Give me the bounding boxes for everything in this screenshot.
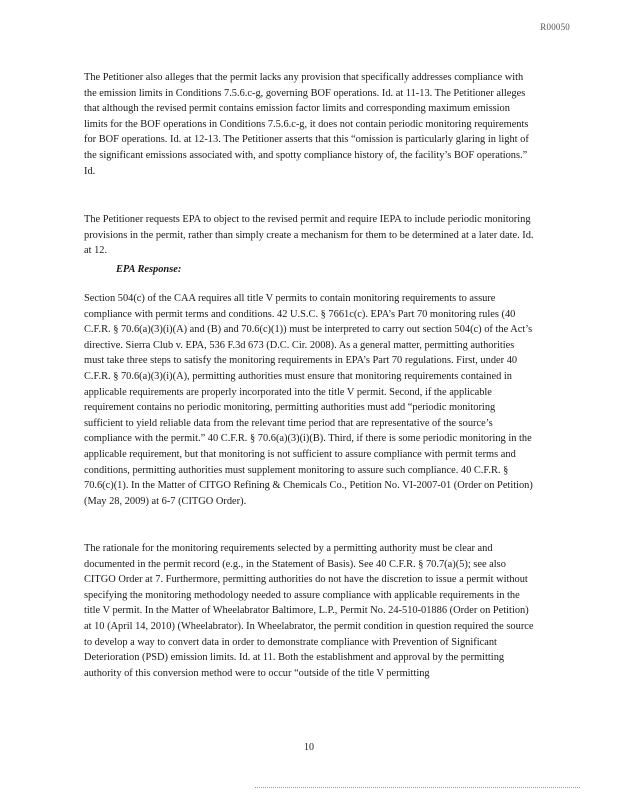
paragraph-petitioner-request [84,212,536,259]
paragraph-text: The Petitioner requests EPA to object to the revised permit and require IEPA to include periodic monitoring provisions in the permit, rather than simply create a mechanism for them to be determined at a later date. Id. at 12. [84,214,534,257]
paragraph-text: The Petitioner also alleges that the permit lacks any provision that specifically addresses compliance with the emission limits in Conditions 7.5.6.c-g, governing BOF operations. Id. at 11-13. The Petitioner alleges that although the revised permit contains emission factor limits and corresponding maximum emission limits for the BOF operations in Conditions 7.5.6.c-g, it does not contain periodic monitoring requirements for BOF operations. Id. at 12-13. The Petitioner asserts that this “omission is particularly glaring in light of the significant emissions associated with, and spotty compliance history of, the facility’s BOF operations.” Id. [84,72,529,177]
paragraph-text: The rationale for the monitoring requirements selected by a permitting authority must be clear and documented in the permit record (e.g., in the Statement of Basis). See 40 C.F.R. § 70.7(a)(5); see also CITGO Order at 7. Furthermore, permitting authorities do not have the discretion to issue a permit without specifying the monitoring methodology needed to assure compliance with applicable requirements in the title V permit. In the Matter of Wheelabrator Baltimore, L.P., Permit No. 24-510-01886 (Order on Petition) at 10 (April 14, 2010) (Wheelabrator). In Wheelabrator, the permit condition in question required the source to develop a way to convert data in order to demonstrate compliance with Prevention of Significant Deterioration (PSD) emission limits. Id. at 11. Both the establishment and approval by the permitting authority of this conversion method were to occur “outside of the title V permitting [84,543,534,679]
scan-artifact-line [255,787,580,788]
document-code: R00050 [540,22,570,32]
page-number: 10 [304,742,314,753]
section-heading: EPA Response: [116,264,182,275]
paragraph-rationale [84,541,536,681]
paragraph-text: Section 504(c) of the CAA requires all title V permits to contain monitoring requirements to assure compliance with permit terms and conditions. 42 U.S.C. § 7661c(c). EPA’s Part 70 monitoring rules (40 C.F.R. § 70.6(a)(3)(i)(A) and (B) and 70.6(c)(1)) must be interpreted to carry out section 504(c) of the Act’s directive. Sierra Club v. EPA, 536 F.3d 673 (D.C. Cir. 2008). As a general matter, permitting authorities must take three steps to satisfy the monitoring requirements in EPA’s Part 70 regulations. First, under 40 C.F.R. § 70.6(a)(3)(i)(A), permitting authorities must ensure that monitoring requirements contained in applicable requirements are properly incorporated into the title V permit. Second, if the applicable requirement contains no periodic monitoring, permitting authorities must add “periodic monitoring sufficient to yield reliable data from the relevant time period that are representative of the source’s compliance with the permit.” 40 C.F.R. § 70.6(a)(3)(i)(B). Third, if there is some periodic monitoring in the applicable requirement, but that monitoring is not sufficient to assure compliance with permit terms and conditions, permitting authorities must supplement monitoring to assure such compliance. 40 C.F.R. § 70.6(c)(1). In the Matter of CITGO Refining & Chemicals Co., Petition No. VI-2007-01 (Order on Petition) (May 28, 2009) at 6-7 (CITGO Order). [84,293,533,507]
paragraph-petitioner-allegation [84,70,536,179]
paragraph-monitoring-requirements [84,291,536,509]
